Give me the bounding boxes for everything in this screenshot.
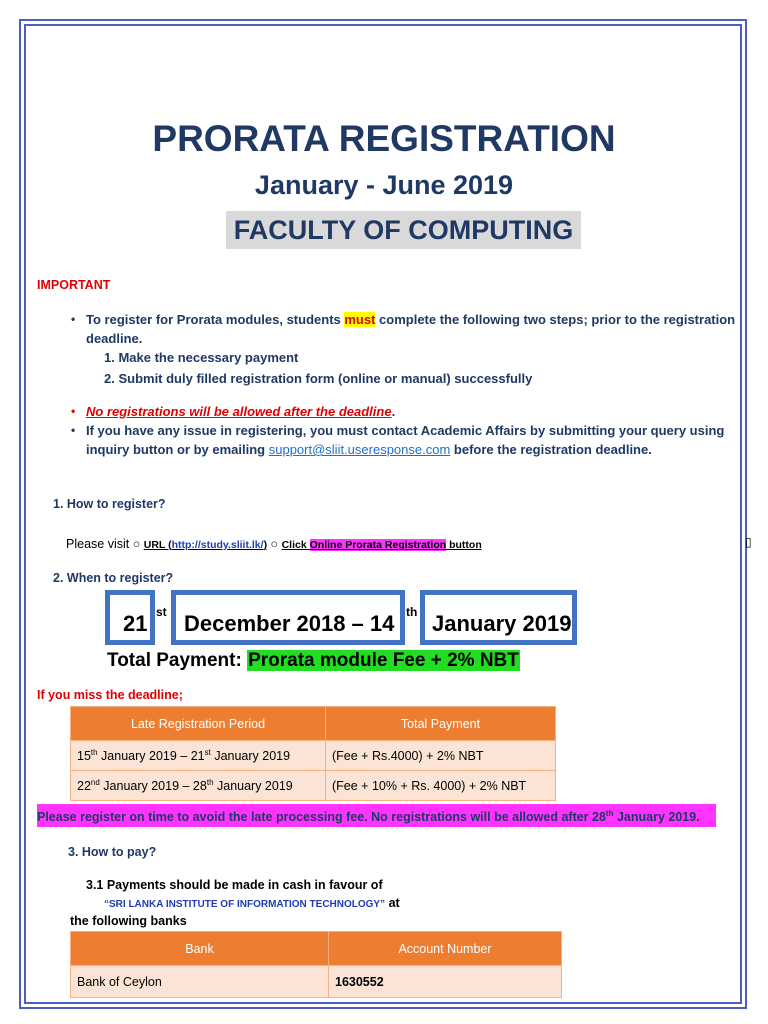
online-registration-button-text[interactable]: Click Online Prorata Registration button xyxy=(281,539,482,551)
table-row xyxy=(71,966,562,998)
late-registration-table xyxy=(70,706,556,801)
period-cell: 22nd January 2019 – 28th January 2019 xyxy=(71,771,326,801)
must-highlight: must xyxy=(344,312,376,327)
banks-intro: the following banks xyxy=(70,914,187,928)
bank-table xyxy=(70,931,562,998)
total-payment-value: Prorata module Fee + 2% NBT xyxy=(248,650,519,671)
bullet-dot: • xyxy=(71,423,76,437)
bullet-contact: If you have any issue in registering, you must contact Academic Affairs by submitting your query using inquiry button or by emailing support@sliit.useresponse.com before the registration deadline. xyxy=(86,423,725,457)
bullet-register-steps: To register for Prorata modules, students must complete the following two steps; prior to the registration deadline. xyxy=(86,312,736,346)
faculty-banner: FACULTY OF COMPUTING xyxy=(226,211,581,249)
table-row xyxy=(71,741,556,771)
date-end: January 2019 xyxy=(432,611,572,636)
support-email-link[interactable]: support@sliit.useresponse.com xyxy=(268,442,451,457)
total-payment: Total Payment: Prorata module Fee + 2% NBT xyxy=(107,650,519,671)
bullet-dot: • xyxy=(71,404,76,418)
account-cell: 1630552 xyxy=(329,966,562,998)
late-notice-banner: Please register on time to avoid the late processing fee. No registrations will be allowed after 28th January 2019. xyxy=(37,804,716,827)
page-title: PRORATA REGISTRATION xyxy=(152,118,616,159)
table-row xyxy=(71,771,556,801)
period-cell: 15th January 2019 – 21st January 2019 xyxy=(71,741,326,771)
bank-cell: Bank of Ceylon xyxy=(71,966,329,998)
start-day: 21 xyxy=(123,611,148,636)
bullet-deadline-warning: No registrations will be allowed after the deadline. xyxy=(86,404,396,419)
column-header: Total Payment xyxy=(326,707,556,741)
how-to-register-line: Please visit ○ URL (http://study.sliit.lk/) ○ Click Online Prorata Registration button xyxy=(66,537,482,551)
payment-cell: (Fee + 10% + Rs. 4000) + 2% NBT xyxy=(326,771,556,801)
stray-glyph: ▯ xyxy=(745,535,752,549)
start-day-suffix: st xyxy=(156,605,167,619)
how-to-pay-heading: 3. How to pay? xyxy=(68,845,157,859)
institute-name: “SRI LANKA INSTITUTE OF INFORMATION TECHNOLOGY” xyxy=(104,899,386,910)
column-header: Bank xyxy=(71,932,329,966)
payment-cell: (Fee + Rs.4000) + 2% NBT xyxy=(326,741,556,771)
important-label: IMPORTANT xyxy=(37,278,111,292)
payment-instruction: 3.1 Payments should be made in cash in favour of xyxy=(86,878,383,892)
page-subtitle: January - June 2019 xyxy=(254,170,514,200)
payee-line: “SRI LANKA INSTITUTE OF INFORMATION TECHNOLOGY” at xyxy=(104,896,400,910)
late-heading: If you miss the deadline; xyxy=(37,688,183,702)
how-to-register-heading: 1. How to register? xyxy=(53,497,166,511)
step-1: 1. Make the necessary payment xyxy=(104,350,299,365)
url-link[interactable]: URL (http://study.sliit.lk/) xyxy=(143,539,268,551)
column-header: Late Registration Period xyxy=(71,707,326,741)
step-2: 2. Submit duly filled registration form (online or manual) successfully xyxy=(104,371,533,386)
column-header: Account Number xyxy=(329,932,562,966)
end-day-suffix: th xyxy=(406,605,418,619)
date-range-middle: December 2018 – 14 xyxy=(184,611,395,636)
bullet-dot: • xyxy=(71,312,76,326)
when-to-register-heading: 2. When to register? xyxy=(53,571,174,585)
